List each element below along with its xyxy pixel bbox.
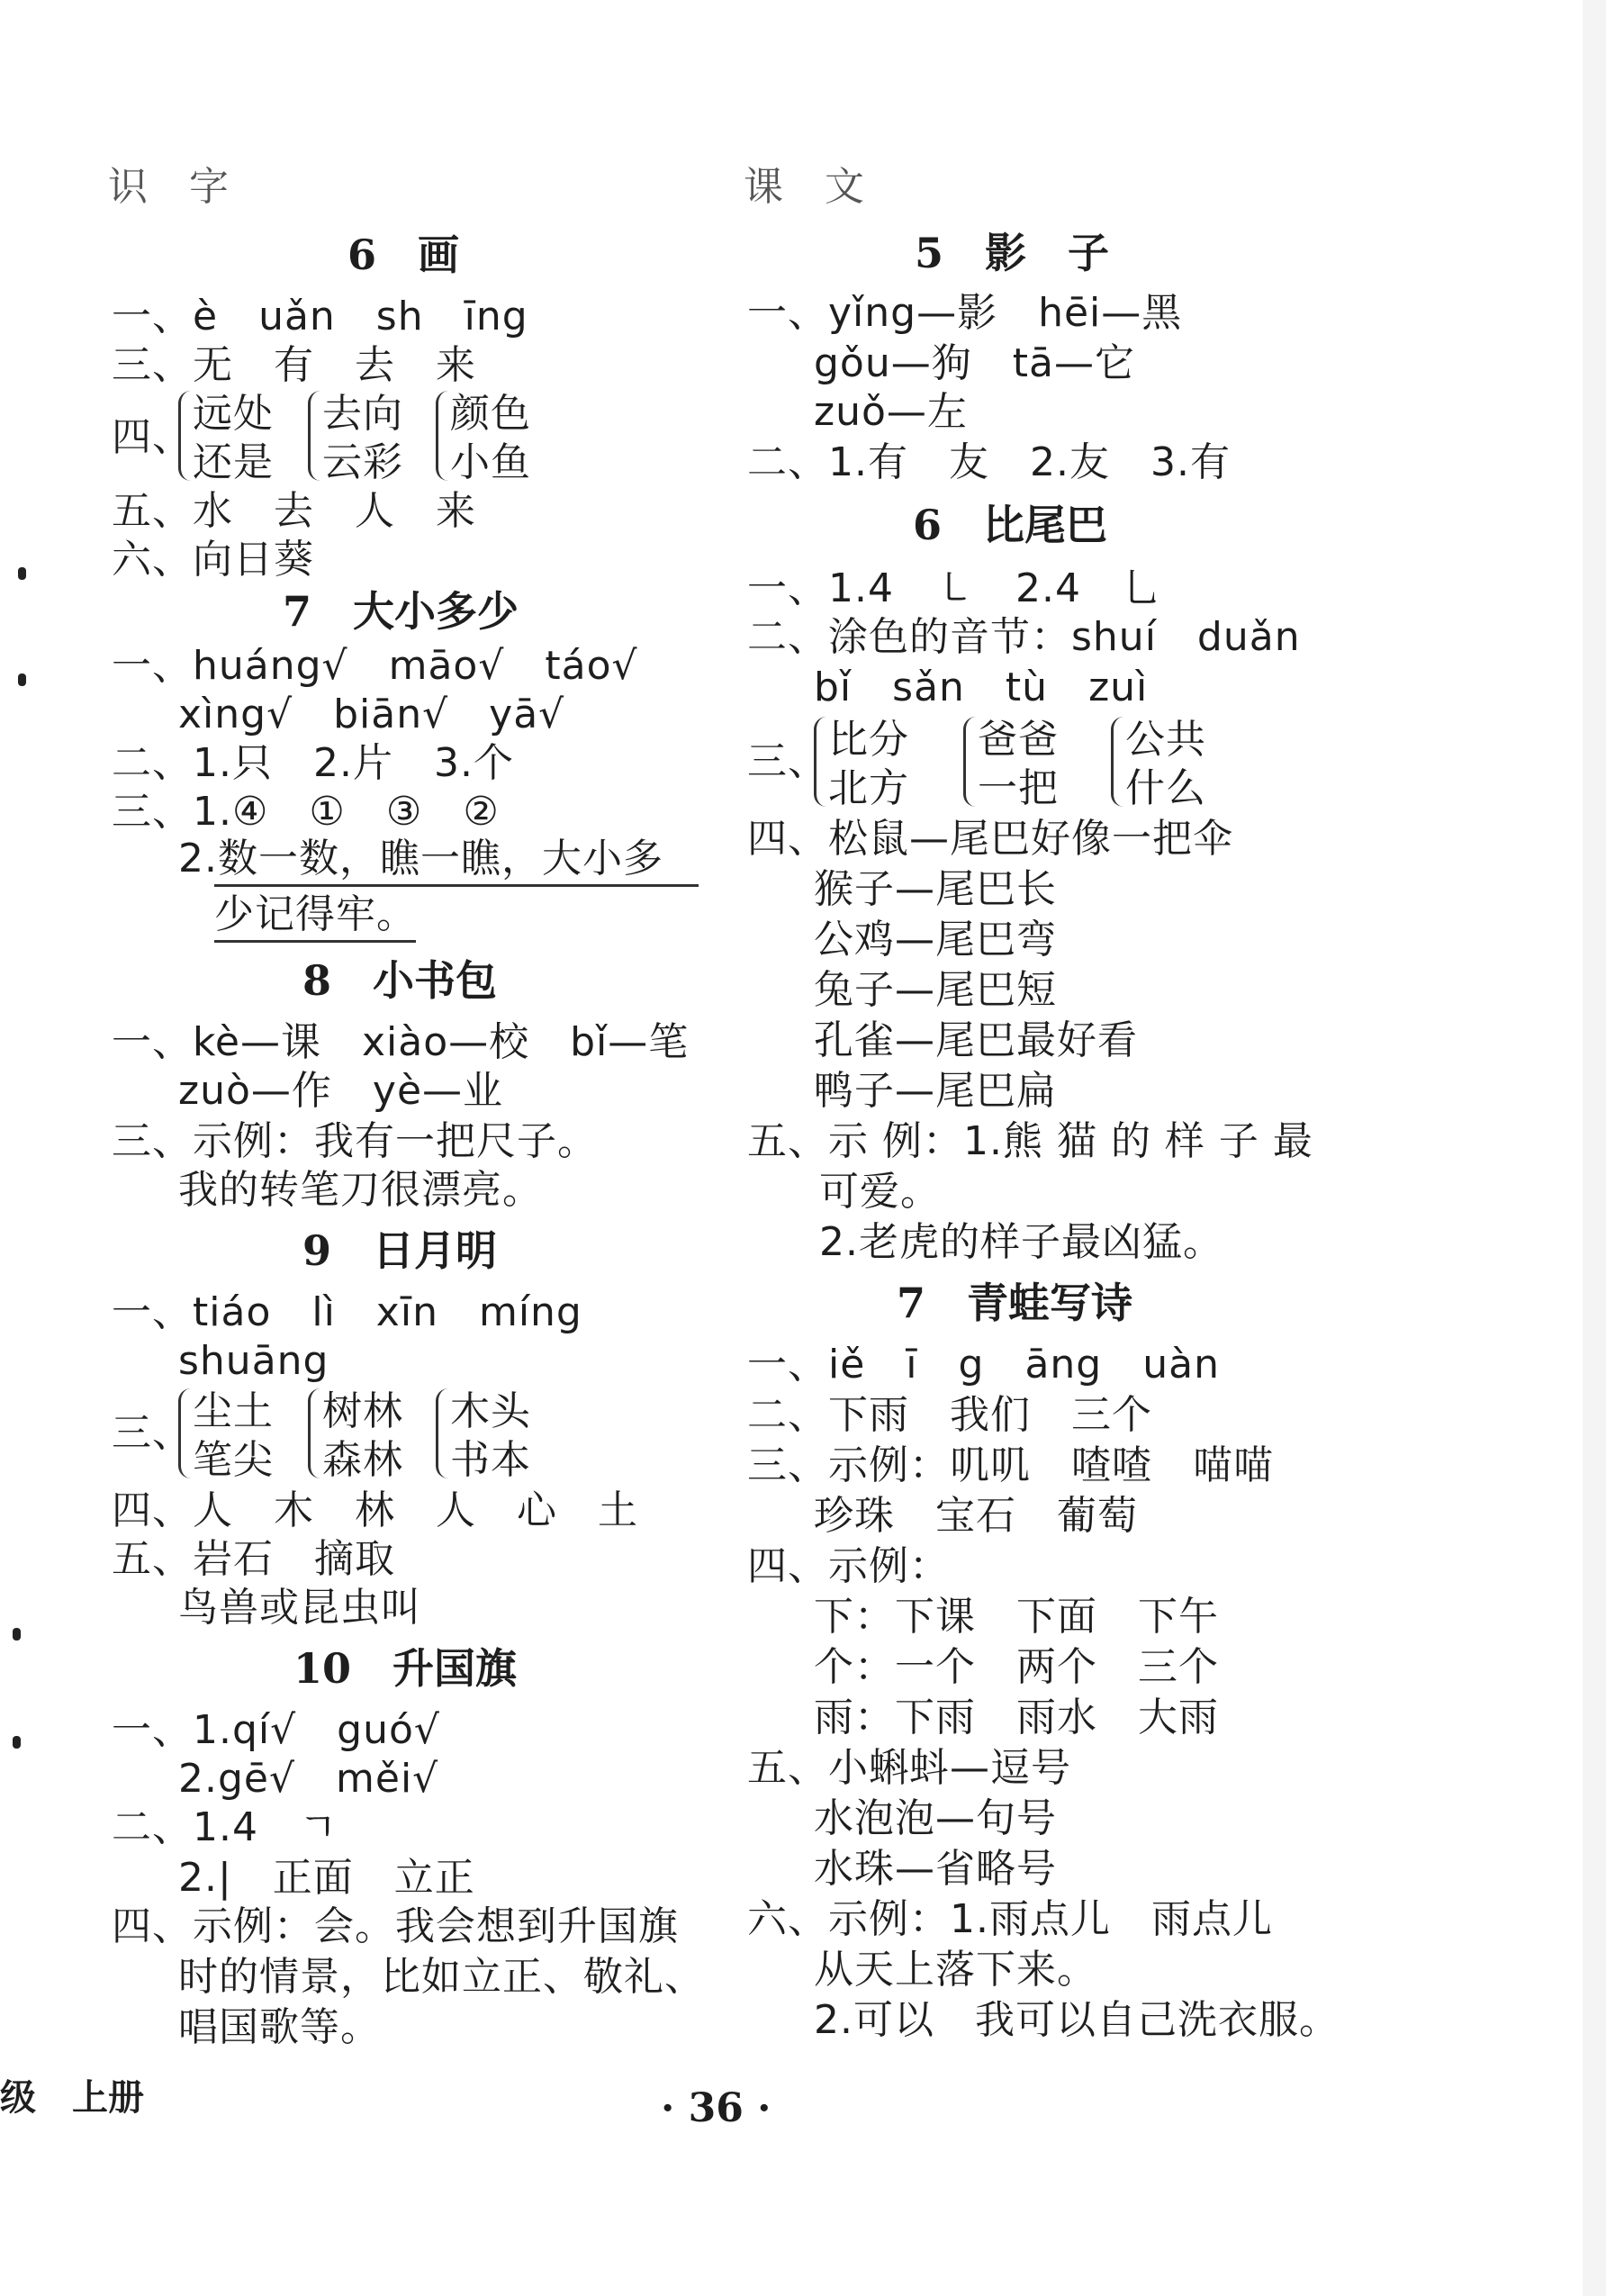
answer-line: 时的情景，比如立正、敬礼、 (178, 1954, 705, 2000)
word-pair-item: 远处 (193, 391, 274, 437)
word-pair-item: 笔尖 (193, 1437, 274, 1483)
answer-line: zuò—作 yè—业 (178, 1068, 504, 1114)
answer-line: 一、1.qí√ guó√ (112, 1707, 440, 1753)
answer-line: 一、yǐng—影 hēi—黑 (747, 290, 1183, 336)
word-pair-item: 一把 (978, 765, 1059, 811)
section-title: 10 升国旗 (293, 1644, 518, 1693)
answer-line: 兔子—尾巴短 (814, 967, 1057, 1013)
word-pair-item: 木头 (450, 1388, 531, 1434)
word-pair-item: 去向 (322, 391, 403, 437)
answer-line: 一、huáng√ māo√ táo√ (112, 643, 638, 689)
answer-line: 四、示例： (747, 1543, 950, 1589)
word-pair-item: 爸爸 (978, 717, 1059, 763)
answer-line: 五、水 去 人 来 (112, 488, 476, 534)
answer-line: 公鸡—尾巴弯 (814, 917, 1057, 963)
word-pair-item: 尘土 (193, 1388, 274, 1434)
word-pair-item: 云彩 (322, 439, 403, 485)
word-pair-item: 还是 (193, 439, 274, 485)
answer-line: 一、tiáo lì xīn míng (112, 1289, 582, 1335)
section-title: 6 画 (347, 231, 460, 279)
answer-line: 一、iě ī g āng uàn (747, 1342, 1220, 1388)
page-number: · 36 · (661, 2085, 771, 2131)
answer-line: 四、松鼠—尾巴好像一把伞 (747, 816, 1233, 862)
answer-line: 猴子—尾巴长 (814, 866, 1057, 912)
word-pair-item: 比分 (828, 717, 909, 763)
answer-line: 鸟兽或昆虫叫 (178, 1585, 421, 1631)
answer-line: 二、1.有 友 2.友 3.有 (747, 439, 1231, 485)
answer-line: 水珠—省略号 (814, 1846, 1057, 1892)
answer-label: 三、 (112, 1410, 193, 1456)
section-title: 5 影 子 (915, 229, 1110, 277)
word-pair-item: 什么 (1125, 765, 1206, 811)
answer-line: zuǒ—左 (814, 389, 968, 435)
answer-line: 二、涂色的音节：shuí duǎn (747, 614, 1301, 660)
answer-line: gǒu—狗 tā—它 (814, 340, 1135, 386)
margin-dot (13, 1736, 21, 1749)
word-pair-item: 颜色 (450, 391, 531, 437)
answer-line: 四、示例：会。我会想到升国旗 (112, 1903, 679, 1949)
answer-line: 二、下雨 我们 三个 (747, 1392, 1152, 1438)
word-pair-item: 公共 (1125, 717, 1206, 763)
answer-line: 唱国歌等。 (178, 2004, 381, 2050)
answer-line: 2.数一数，瞧一瞧，大小多 (178, 836, 663, 881)
category-heading: 课 文 (744, 164, 865, 210)
margin-dot (18, 567, 26, 580)
section-title: 7 青蛙写诗 (897, 1279, 1133, 1327)
answer-line: 三、无 有 去 来 (112, 342, 476, 388)
answer-line: 我的转笔刀很漂亮。 (178, 1167, 543, 1213)
answer-line: 一、kè—课 xiào—校 bǐ—笔 (112, 1019, 690, 1065)
answer-line: 一、è uǎn sh īng (112, 294, 528, 339)
answer-line: shuāng (178, 1338, 329, 1384)
word-pair-item: 北方 (828, 765, 909, 811)
answer-line: 三、示例：我有一把尺子。 (112, 1118, 598, 1164)
answer-underline (214, 940, 416, 943)
answer-line: 五、岩石 摘取 (112, 1536, 395, 1582)
answer-line: 水泡泡—句号 (814, 1795, 1057, 1841)
answer-line: 三、1.④ ① ③ ② (112, 789, 500, 835)
word-pair-item: 书本 (450, 1437, 531, 1483)
answer-line: 从天上落下来。 (814, 1947, 1097, 1993)
answer-line: 二、1.只 2.片 3.个 (112, 740, 514, 786)
page-edge-shadow (1583, 0, 1606, 2296)
answer-line: 三、示例：叽叽 喳喳 喵喵 (747, 1442, 1274, 1488)
answer-line: 2.老虎的样子最凶猛。 (819, 1219, 1223, 1265)
answer-line: 六、示例：1.雨点儿 雨点儿 (747, 1896, 1273, 1942)
section-title: 8 小书包 (302, 956, 498, 1005)
footer-grade-label: 级 上册 (0, 2076, 144, 2119)
word-pair-item: 森林 (322, 1437, 403, 1483)
word-pair-item: 小鱼 (450, 439, 531, 485)
answer-label: 四、 (112, 414, 193, 460)
margin-dot (13, 1628, 21, 1641)
section-title: 9 日月明 (302, 1226, 498, 1275)
section-title: 6 比尾巴 (913, 501, 1108, 549)
answer-line: 2.可以 我可以自己洗衣服。 (814, 1997, 1340, 2043)
section-title: 7 大小多少 (283, 587, 519, 636)
answer-line: 鸭子—尾巴扁 (814, 1068, 1057, 1114)
answer-line: 六、向日葵 (112, 537, 314, 583)
answer-line: 五、小蝌蚪—逗号 (747, 1745, 1071, 1791)
answer-line: 二、1.4 ㄱ (112, 1804, 338, 1850)
answer-line: 一、1.4 ㇄ 2.4 乚 (747, 565, 1162, 611)
answer-underline (214, 884, 699, 887)
answer-line: 2.gē√ měi√ (178, 1756, 439, 1802)
answer-line: 五、示 例：1.熊 猫 的 样 子 最 (747, 1118, 1313, 1164)
answer-line: bǐ sǎn tù zuì (814, 664, 1149, 710)
answer-line: 个：一个 两个 三个 (814, 1644, 1219, 1690)
word-pair-item: 树林 (322, 1388, 403, 1434)
answer-line: 珍珠 宝石 葡萄 (814, 1493, 1138, 1539)
margin-dot (18, 673, 26, 686)
answer-line: xìng√ biān√ yā√ (178, 692, 565, 737)
answer-line: 雨：下雨 雨水 大雨 (814, 1695, 1219, 1740)
answer-line: 孔雀—尾巴最好看 (814, 1017, 1138, 1063)
answer-line: 可爱。 (819, 1169, 941, 1215)
answer-line: 下：下课 下面 下午 (814, 1594, 1219, 1640)
answer-line: 2.| 正面 立正 (178, 1855, 475, 1901)
category-heading: 识 字 (108, 164, 230, 210)
answer-line: 少记得牢。 (214, 891, 417, 937)
answer-label: 三、 (747, 738, 828, 784)
answer-line: 四、人 木 林 人 心 土 (112, 1487, 638, 1533)
